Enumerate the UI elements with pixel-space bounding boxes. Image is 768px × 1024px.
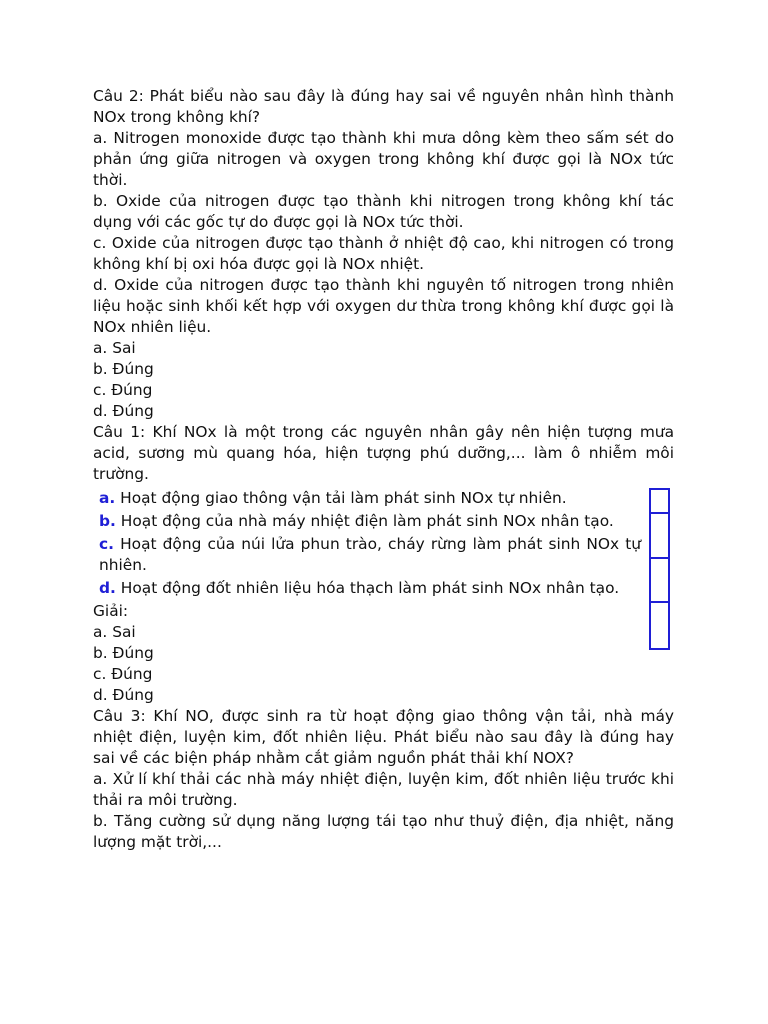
q2-statement-a: a. Nitrogen monoxide được tạo thành khi mưa dông kèm theo sấm sét do phản ứng giữa nitrogen và oxygen trong không khí được gọi là NOx tức thời.: [93, 129, 674, 189]
q2-statement-c: c. Oxide của nitrogen được tạo thành ở nhiệt độ cao, khi nitrogen có trong không khí bị oxi hóa được gọi là NOx nhiệt.: [93, 234, 674, 273]
q2-statement-d: d. Oxide của nitrogen được tạo thành khi nguyên tố nitrogen trong nhiên liệu hoặc sinh khối kết hợp với oxygen dư thừa trong không khí được gọi là NOx nhiên liệu.: [93, 276, 674, 336]
q1-answer-b: b. Đúng: [93, 644, 154, 662]
option-letter: b.: [99, 512, 116, 530]
q1-answer-c: c. Đúng: [93, 665, 153, 683]
q1-options: [93, 488, 674, 599]
q2-answer-c: c. Đúng: [93, 381, 153, 399]
q1-option-b: [99, 511, 641, 532]
q2-answer-a: a. Sai: [93, 339, 136, 357]
q2-statement-b: b. Oxide của nitrogen được tạo thành khi nitrogen trong không khí tác dụng với các gốc tự do được gọi là NOx tức thời.: [93, 192, 674, 231]
answer-box-b: [651, 514, 668, 559]
q2-title: Câu 2: Phát biểu nào sau đây là đúng hay sai về nguyên nhân hình thành NOx trong không khí?: [93, 87, 674, 126]
option-text: Hoạt động của núi lửa phun trào, cháy rừng làm phát sinh NOx tự nhiên.: [99, 535, 641, 574]
option-text: Hoạt động giao thông vận tải làm phát sinh NOx tự nhiên.: [120, 489, 567, 507]
q2-answer-d: d. Đúng: [93, 402, 154, 420]
q1-answer-a: a. Sai: [93, 623, 136, 641]
q1-option-d: [99, 578, 641, 599]
q1-title: Câu 1: Khí NOx là một trong các nguyên nhân gây nên hiện tượng mưa acid, sương mù quang hóa, hiện tượng phú dưỡng,... làm ô nhiễm môi trường.: [93, 423, 674, 483]
option-letter: c.: [99, 535, 114, 553]
q1-solution-label: Giải:: [93, 602, 129, 620]
option-letter: d.: [99, 579, 116, 597]
option-text: Hoạt động của nhà máy nhiệt điện làm phát sinh NOx nhân tạo.: [120, 512, 614, 530]
option-text: Hoạt động đốt nhiên liệu hóa thạch làm phát sinh NOx nhân tạo.: [120, 579, 620, 597]
answer-box-d: [651, 603, 668, 648]
q3-title: Câu 3: Khí NO, được sinh ra từ hoạt động giao thông vận tải, nhà máy nhiệt điện, luyện kim, đốt nhiên liệu. Phát biểu nào sau đây là đúng hay sai về các biện pháp nhằm cắt giảm nguồn phát thải khí NOX?: [93, 707, 674, 767]
q2-answer-b: b. Đúng: [93, 360, 154, 378]
answer-boxes: [649, 488, 670, 650]
option-letter: a.: [99, 489, 116, 507]
q1-option-c: [99, 534, 641, 576]
q1-answer-d: d. Đúng: [93, 686, 154, 704]
document-page: [93, 86, 674, 853]
q1-option-a: [99, 488, 641, 509]
answer-box-a: [651, 490, 668, 514]
q3-statement-b: b. Tăng cường sử dụng năng lượng tái tạo như thuỷ điện, địa nhiệt, năng lượng mặt trời,...: [93, 812, 674, 851]
q3-statement-a: a. Xử lí khí thải các nhà máy nhiệt điện, luyện kim, đốt nhiên liệu trước khi thải ra môi trường.: [93, 770, 674, 809]
answer-box-c: [651, 559, 668, 603]
